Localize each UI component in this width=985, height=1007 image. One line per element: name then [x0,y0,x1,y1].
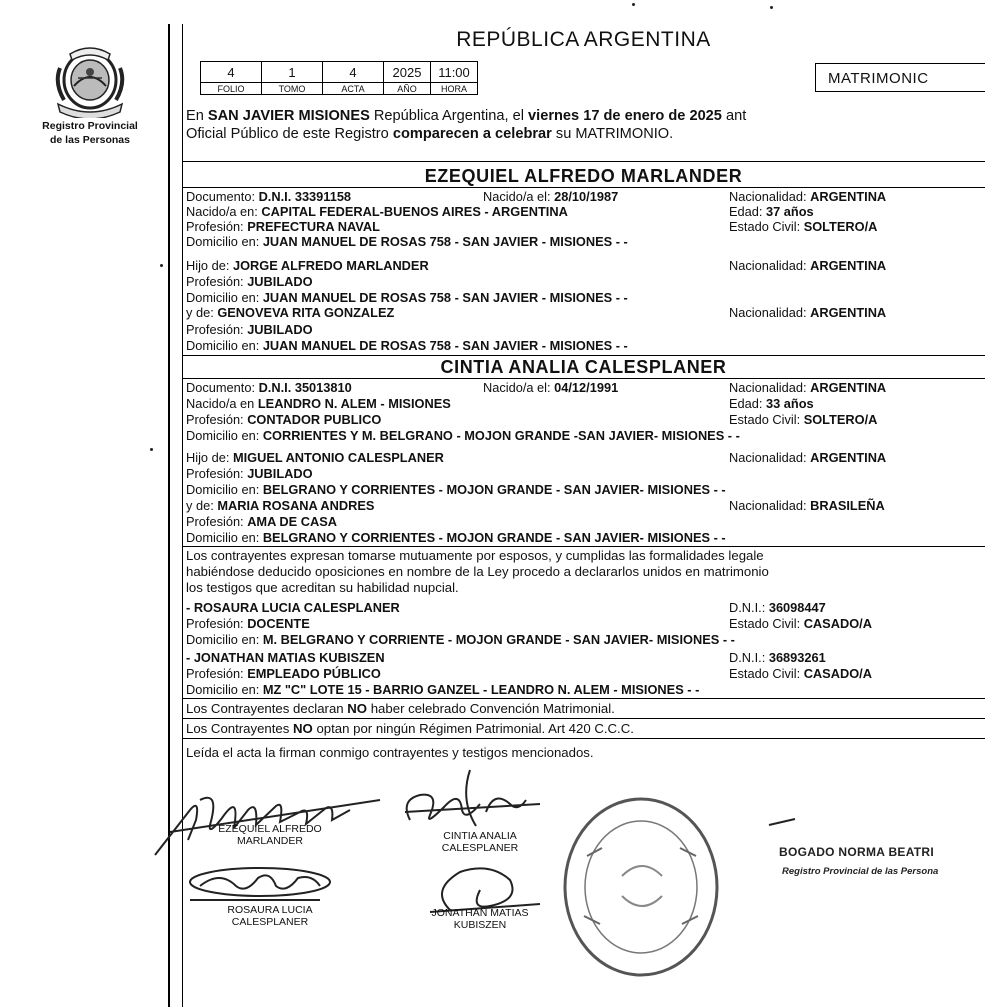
spouse2-name: CINTIA ANALIA CALESPLANER [440,357,727,377]
speck [150,448,153,451]
spouse2-profession: Profesión: CONTADOR PUBLICO [186,412,382,427]
spouse1-father-nationality: Nacionalidad: ARGENTINA [729,258,887,273]
spouse1-mother-profession: Profesión: JUBILADO [186,322,313,337]
spouse1-age: Edad: 37 años [729,204,814,219]
official-mark-icon [765,815,805,831]
spouse1-nationality: Nacionalidad: ARGENTINA [729,189,887,204]
spouse1-father-address: Domicilio en: JUAN MANUEL DE ROSAS 758 - SAN JAVIER - MISIONES - - [186,290,628,305]
spouse1-document: Documento: D.N.I. 33391158 [186,189,352,204]
spouse2-mother-nationality: Nacionalidad: BRASILEÑA [729,498,885,513]
official-title: Registro Provincial de las Persona [782,866,939,877]
registry-caption-1: Registro Provincial [42,120,138,132]
spouse1-mother-nationality: Nacionalidad: ARGENTINA [729,305,887,320]
witness1-address: Domicilio en: M. BELGRANO Y CORRIENTE - MOJON GRANDE - SAN JAVIER- MISIONES - - [186,632,735,647]
divider [182,738,985,739]
spouse1-birthdate: Nacido/a el: 28/10/1987 [483,189,619,204]
spouse2-age: Edad: 33 años [729,396,814,411]
signature-caption-spouse2: CINTIA ANALIA CALESPLANER [441,830,519,854]
witness2-dni: D.N.I.: 36893261 [729,650,826,665]
declaration-paragraph: Los contrayentes expresan tomarse mutuamente por esposos, y cumplidas las formalidades legale habiéndose deducido oposiciones en nombre de la Ley procedo a declararlos unidos en matrimonio los testigos que acreditan su habilidad nupcial. [186,548,769,595]
witness1-civil-status: Estado Civil: CASADO/A [729,616,872,631]
signature-caption-spouse1: EZEQUIEL ALFREDO MARLANDER [218,823,322,847]
hour-label: HORA [431,83,478,95]
spouse1-name: EZEQUIEL ALFREDO MARLANDER [424,166,743,186]
spouse2-mother-profession: Profesión: AMA DE CASA [186,514,338,529]
spouse2-mother-address: Domicilio en: BELGRANO Y CORRIENTES - MOJON GRANDE - SAN JAVIER- MISIONES - - [186,530,726,545]
act-reference-table [200,61,478,95]
registry-caption-2: de las Personas [50,134,130,146]
intro-date: viernes 17 de enero de 2025 [528,108,722,124]
witness2-civil-status: Estado Civil: CASADO/A [729,666,872,681]
hour-value: 11:00 [431,62,478,83]
witness2-address: Domicilio en: MZ "C" LOTE 15 - BARRIO GANZEL - LEANDRO N. ALEM - MISIONES - - [186,682,700,697]
intro-place: SAN JAVIER MISIONES [207,108,370,124]
registry-logo [20,38,160,146]
document-title: REPÚBLICA ARGENTINA [456,28,711,51]
spouse1-profession: Profesión: PREFECTURA NAVAL [186,219,380,234]
spouse1-mother: y de: GENOVEVA RITA GONZALEZ [186,305,395,320]
tomo-value: 1 [262,62,323,83]
divider [182,187,985,188]
spouse2-father-profession: Profesión: JUBILADO [186,466,313,481]
spouse1-father-profession: Profesión: JUBILADO [186,274,313,289]
reading-note: Leída el acta la firman conmigo contrayentes y testigos mencionados. [186,745,594,760]
divider [182,546,985,547]
folio-value: 4 [201,62,262,83]
spouse2-birthplace: Nacido/a en LEANDRO N. ALEM - MISIONES [186,396,451,411]
witness2-profession: Profesión: EMPLEADO PÚBLICO [186,666,381,681]
spouse2-father-address: Domicilio en: BELGRANO Y CORRIENTES - MOJON GRANDE - SAN JAVIER- MISIONES - - [186,482,726,497]
spouse1-birthplace: Nacido/a en: CAPITAL FEDERAL-BUENOS AIRES - ARGENTINA [186,204,568,219]
tomo-label: TOMO [262,83,323,95]
spouse1-father: Hijo de: JORGE ALFREDO MARLANDER [186,258,429,273]
witness1-dni: D.N.I.: 36098447 [729,600,826,615]
divider [182,355,985,356]
folio-label: FOLIO [201,83,262,95]
acta-value: 4 [323,62,384,83]
convention-note: Los Contrayentes declaran NO haber celebrado Convención Matrimonial. [186,701,615,716]
signature-caption-witness2: JONATHAN MATIAS KUBISZEN [431,907,529,931]
spouse1-mother-address: Domicilio en: JUAN MANUEL DE ROSAS 758 - SAN JAVIER - MISIONES - - [186,338,628,353]
intro-paragraph: En SAN JAVIER MISIONES República Argentina, el viernes 17 de enero de 2025 ant Oficial Público de este Registro comparecen a celebrar su MATRIMONIO. [186,108,747,142]
speck [160,264,163,267]
witness2-name: - JONATHAN MATIAS KUBISZEN [186,650,385,665]
signature-caption-witness1: ROSAURA LUCIA CALESPLANER [227,904,313,928]
spouse2-document: Documento: D.N.I. 35013810 [186,380,352,395]
spouse1-address: Domicilio en: JUAN MANUEL DE ROSAS 758 - SAN JAVIER - MISIONES - - [186,234,628,249]
coat-of-arms-icon [50,38,130,118]
spouse2-father-nationality: Nacionalidad: ARGENTINA [729,450,887,465]
divider [182,718,985,719]
speck [770,6,773,9]
signature-witness1 [180,860,350,910]
divider [182,378,985,379]
year-label: AÑO [384,83,431,95]
act-type-box: MATRIMONIC [815,63,985,92]
witness1-profession: Profesión: DOCENTE [186,616,310,631]
acta-label: ACTA [323,83,384,95]
year-value: 2025 [384,62,431,83]
spouse2-father: Hijo de: MIGUEL ANTONIO CALESPLANER [186,450,444,465]
spouse2-address: Domicilio en: CORRIENTES Y M. BELGRANO - MOJON GRANDE -SAN JAVIER- MISIONES - - [186,428,740,443]
spouse2-birthdate: Nacido/a el: 04/12/1991 [483,380,619,395]
signature-spouse2 [390,760,550,840]
official-name: BOGADO NORMA BEATRI [779,845,935,859]
witness1-name: - ROSAURA LUCIA CALESPLANER [186,600,400,615]
spouse2-civil-status: Estado Civil: SOLTERO/A [729,412,878,427]
official-stamp-icon [562,796,720,978]
regime-note: Los Contrayentes NO optan por ningún Régimen Patrimonial. Art 420 C.C.C. [186,721,634,736]
divider [182,698,985,699]
spouse1-civil-status: Estado Civil: SOLTERO/A [729,219,878,234]
spouse2-nationality: Nacionalidad: ARGENTINA [729,380,887,395]
spouse2-mother: y de: MARIA ROSANA ANDRES [186,498,375,513]
divider [182,161,985,162]
speck [632,3,635,6]
